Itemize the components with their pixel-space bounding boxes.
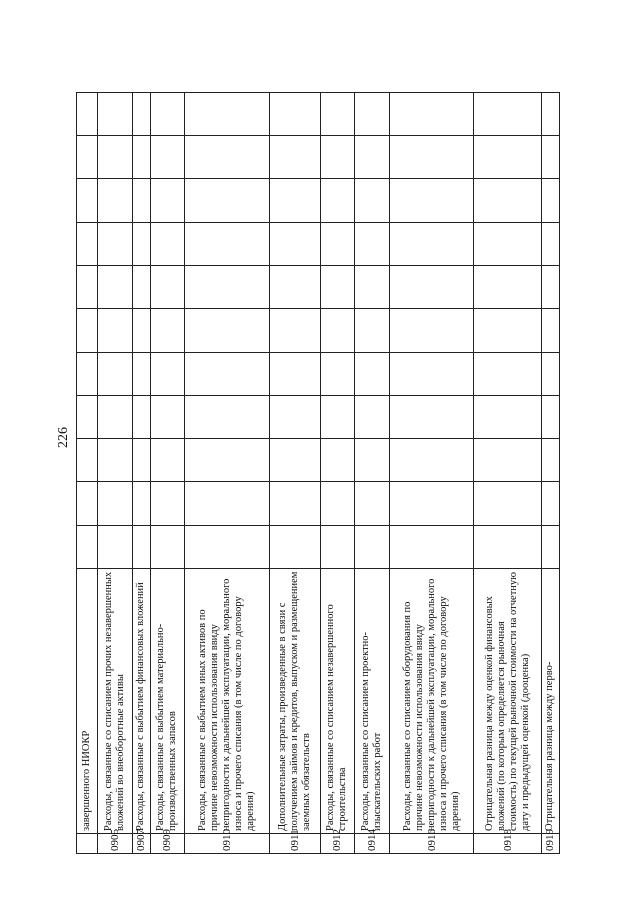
empty-cell xyxy=(150,136,185,179)
empty-cell xyxy=(150,525,185,568)
empty-cell xyxy=(474,265,542,308)
empty-cell xyxy=(150,265,185,308)
empty-cell xyxy=(355,309,390,352)
empty-cell xyxy=(185,395,269,438)
empty-cell xyxy=(541,222,559,265)
empty-cell xyxy=(98,222,133,265)
empty-cell xyxy=(474,136,542,179)
empty-cell xyxy=(77,395,98,438)
empty-cell xyxy=(98,482,133,525)
empty-cell xyxy=(320,136,355,179)
empty-cell xyxy=(541,352,559,395)
empty-cell xyxy=(77,92,98,135)
empty-cell xyxy=(77,265,98,308)
empty-cell xyxy=(320,92,355,135)
empty-cell xyxy=(389,136,473,179)
table-row xyxy=(389,92,473,853)
empty-cell xyxy=(355,482,390,525)
row-name: Отрицательная разница между оценкой финансовых вложений (по которым определяется рыночная стоимость) по текущей рыночной стоимости на отчетную дату и предыдущей оценкой (дооценка) xyxy=(474,569,542,834)
empty-cell xyxy=(185,179,269,222)
empty-cell xyxy=(150,439,185,482)
empty-cell xyxy=(541,439,559,482)
empty-cell xyxy=(541,265,559,308)
empty-cell xyxy=(541,309,559,352)
empty-cell xyxy=(185,482,269,525)
empty-cell xyxy=(269,352,320,395)
table-row xyxy=(132,92,150,853)
expense-codes-table xyxy=(76,92,560,854)
empty-cell xyxy=(269,92,320,135)
empty-cell xyxy=(355,136,390,179)
empty-cell xyxy=(355,222,390,265)
empty-cell xyxy=(98,439,133,482)
empty-cell xyxy=(389,222,473,265)
row-code: 0918 xyxy=(474,834,542,854)
row-name: Расходы, связанные с выбытием финансовых вложений xyxy=(132,569,150,834)
empty-cell xyxy=(185,309,269,352)
table-container xyxy=(76,95,560,854)
empty-cell xyxy=(320,309,355,352)
empty-cell xyxy=(132,352,150,395)
table-row xyxy=(355,92,390,853)
empty-cell xyxy=(185,92,269,135)
row-name: Расходы, связанные со списанием проектно-изыскательских работ xyxy=(355,569,390,834)
empty-cell xyxy=(132,309,150,352)
empty-cell xyxy=(474,179,542,222)
empty-cell xyxy=(389,482,473,525)
row-name: Дополнительные затраты, произведенные в связи с получением займов и кредитов, выпуском и размещением заемных обязательств xyxy=(269,569,320,834)
empty-cell xyxy=(98,395,133,438)
empty-cell xyxy=(77,525,98,568)
empty-cell xyxy=(132,136,150,179)
empty-cell xyxy=(98,179,133,222)
empty-cell xyxy=(474,439,542,482)
empty-cell xyxy=(269,395,320,438)
table-row xyxy=(150,92,185,853)
empty-cell xyxy=(132,222,150,265)
row-code: 0914 xyxy=(355,834,390,854)
empty-cell xyxy=(389,265,473,308)
row-name: Расходы, связанные со списанием незавершенного строительства xyxy=(320,569,355,834)
empty-cell xyxy=(389,352,473,395)
empty-cell xyxy=(474,222,542,265)
empty-cell xyxy=(98,92,133,135)
row-name: Расходы, связанные с выбытием иных активов по причине невозможности использования ввиду непригодности к дальнейшей эксплуатации, морального износа и прочего списания (в том числе по договору дарения) xyxy=(185,569,269,834)
empty-cell xyxy=(355,525,390,568)
empty-cell xyxy=(132,179,150,222)
empty-cell xyxy=(98,136,133,179)
empty-cell xyxy=(132,525,150,568)
empty-cell xyxy=(185,136,269,179)
empty-cell xyxy=(269,309,320,352)
empty-cell xyxy=(132,439,150,482)
empty-cell xyxy=(320,352,355,395)
empty-cell xyxy=(185,222,269,265)
empty-cell xyxy=(541,179,559,222)
empty-cell xyxy=(355,92,390,135)
empty-cell xyxy=(474,352,542,395)
empty-cell xyxy=(150,92,185,135)
row-code: 0916 xyxy=(389,834,473,854)
row-code: 0911 xyxy=(269,834,320,854)
row-code: 0910 xyxy=(185,834,269,854)
empty-cell xyxy=(474,482,542,525)
empty-cell xyxy=(150,222,185,265)
empty-cell xyxy=(320,439,355,482)
table-row xyxy=(185,92,269,853)
row-code: 0907 xyxy=(132,834,150,854)
empty-cell xyxy=(98,525,133,568)
empty-cell xyxy=(320,482,355,525)
empty-cell xyxy=(77,309,98,352)
row-code: 0919 xyxy=(541,834,559,854)
empty-cell xyxy=(150,395,185,438)
empty-cell xyxy=(185,439,269,482)
row-code: 0909 xyxy=(150,834,185,854)
empty-cell xyxy=(77,222,98,265)
empty-cell xyxy=(355,179,390,222)
row-code xyxy=(77,834,98,854)
empty-cell xyxy=(77,482,98,525)
empty-cell xyxy=(150,179,185,222)
empty-cell xyxy=(269,179,320,222)
empty-cell xyxy=(474,92,542,135)
empty-cell xyxy=(355,395,390,438)
empty-cell xyxy=(132,395,150,438)
empty-cell xyxy=(185,352,269,395)
empty-cell xyxy=(541,525,559,568)
empty-cell xyxy=(269,482,320,525)
empty-cell xyxy=(355,352,390,395)
empty-cell xyxy=(132,482,150,525)
empty-cell xyxy=(98,309,133,352)
row-name: Отрицательная разница между перво- xyxy=(541,569,559,834)
empty-cell xyxy=(269,222,320,265)
page-number: 226 xyxy=(56,427,71,448)
empty-cell xyxy=(389,525,473,568)
empty-cell xyxy=(389,439,473,482)
empty-cell xyxy=(541,92,559,135)
empty-cell xyxy=(269,136,320,179)
table-row xyxy=(320,92,355,853)
row-name: завершенного НИОКР xyxy=(77,569,98,834)
empty-cell xyxy=(269,265,320,308)
empty-cell xyxy=(132,265,150,308)
empty-cell xyxy=(98,352,133,395)
empty-cell xyxy=(320,525,355,568)
empty-cell xyxy=(150,309,185,352)
empty-cell xyxy=(355,439,390,482)
empty-cell xyxy=(355,265,390,308)
row-name: Расходы, связанные со списанием прочих незавершенных вложений во внеоборотные активы xyxy=(98,569,133,834)
empty-cell xyxy=(269,439,320,482)
empty-cell xyxy=(541,395,559,438)
empty-cell xyxy=(150,352,185,395)
empty-cell xyxy=(474,525,542,568)
empty-cell xyxy=(389,179,473,222)
empty-cell xyxy=(474,395,542,438)
row-code: 0905 xyxy=(98,834,133,854)
empty-cell xyxy=(541,136,559,179)
row-name: Расходы, связанные с выбытием материально-производственных запасов xyxy=(150,569,185,834)
empty-cell xyxy=(185,525,269,568)
empty-cell xyxy=(474,309,542,352)
empty-cell xyxy=(77,179,98,222)
empty-cell xyxy=(320,179,355,222)
table-row xyxy=(77,92,98,853)
empty-cell xyxy=(98,265,133,308)
table-row xyxy=(541,92,559,853)
empty-cell xyxy=(389,92,473,135)
table-row xyxy=(98,92,133,853)
row-name: Расходы, связанные со списанием оборудования по причине невозможности использования ввиду непригодности к дальнейшей эксплуатации, морального износа и прочего списания (в том числе по договору дарения) xyxy=(389,569,473,834)
empty-cell xyxy=(185,265,269,308)
empty-cell xyxy=(150,482,185,525)
empty-cell xyxy=(320,222,355,265)
empty-cell xyxy=(389,309,473,352)
empty-cell xyxy=(320,265,355,308)
row-code: 0912 xyxy=(320,834,355,854)
empty-cell xyxy=(269,525,320,568)
empty-cell xyxy=(389,395,473,438)
empty-cell xyxy=(541,482,559,525)
empty-cell xyxy=(77,352,98,395)
empty-cell xyxy=(132,92,150,135)
empty-cell xyxy=(77,136,98,179)
table-row xyxy=(269,92,320,853)
table-row xyxy=(474,92,542,853)
empty-cell xyxy=(77,439,98,482)
empty-cell xyxy=(320,395,355,438)
